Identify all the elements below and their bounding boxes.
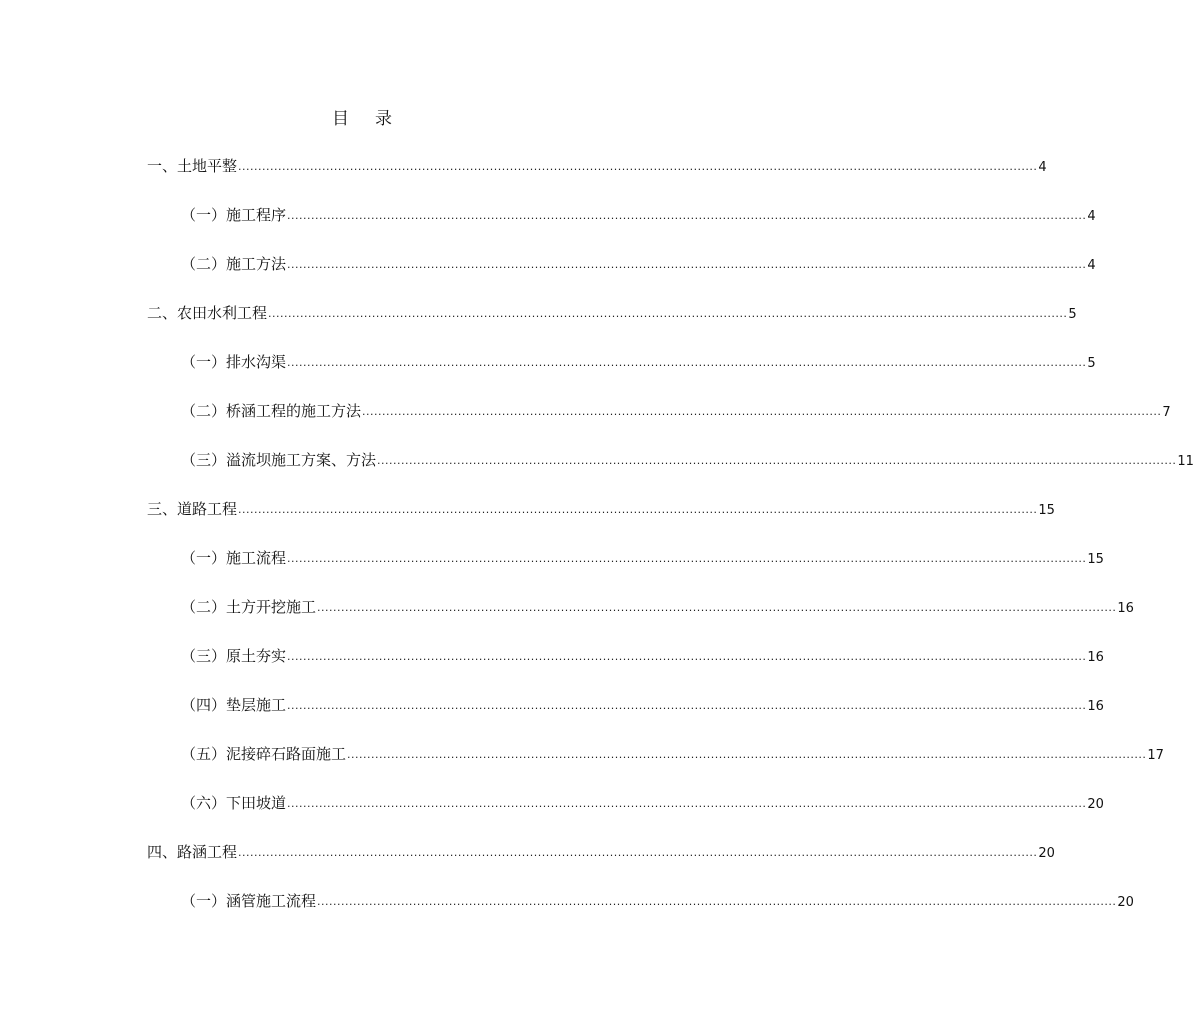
toc-leader-dots: ........................................................................................................................................................................................................ [362, 405, 1162, 418]
toc-entry [181, 548, 1104, 568]
toc-leader-dots: ........................................................................................................................................................................................................ [347, 748, 1147, 761]
toc-entry-page: 17 [1147, 748, 1164, 763]
toc-title-char-2: 录 [375, 109, 392, 129]
toc-leader-dots: ........................................................................................................................................................................................................ [268, 307, 1068, 320]
toc-entry-label: 三、道路工程 [147, 500, 238, 518]
toc-entry-page: 15 [1038, 503, 1055, 518]
toc-leader-dots: ........................................................................................................................................................................................................ [238, 503, 1038, 516]
toc-entry-label: 二、农田水利工程 [147, 304, 268, 322]
toc-entry [181, 744, 1164, 764]
toc-entry-label: （一）施工程序 [181, 206, 287, 224]
toc-entry [147, 156, 1047, 176]
toc-leader-dots: ........................................................................................................................................................................................................ [377, 454, 1177, 467]
toc-title-char-1: 目 [332, 109, 349, 129]
toc-entry-page: 5 [1087, 356, 1096, 371]
toc-entry-label: 四、路涵工程 [147, 843, 238, 861]
toc-entry-page: 16 [1087, 650, 1104, 665]
toc-leader-dots: ........................................................................................................................................................................................................ [238, 160, 1038, 173]
toc-entry [181, 793, 1104, 813]
toc-entry-page: 5 [1068, 307, 1077, 322]
toc-entry-label: （一）涵管施工流程 [181, 892, 317, 910]
toc-entry-page: 7 [1162, 405, 1171, 420]
toc-entry-label: （二）桥涵工程的施工方法 [181, 402, 362, 420]
toc-entry-label: （五）泥接碎石路面施工 [181, 745, 347, 763]
toc-entry-label: （四）垫层施工 [181, 696, 287, 714]
toc-title [0, 104, 724, 129]
toc-entry-page: 4 [1087, 258, 1096, 273]
toc-entry [181, 597, 1134, 617]
toc-entry [181, 695, 1104, 715]
toc-entry-page: 4 [1087, 209, 1096, 224]
toc-leader-dots: ........................................................................................................................................................................................................ [287, 699, 1087, 712]
toc-entry [181, 401, 1171, 421]
toc-entry [181, 891, 1134, 911]
toc-leader-dots: ........................................................................................................................................................................................................ [287, 356, 1087, 369]
toc-entry-label: （二）施工方法 [181, 255, 287, 273]
toc-leader-dots: ........................................................................................................................................................................................................ [238, 846, 1038, 859]
toc-entry-label: 一、土地平整 [147, 157, 238, 175]
toc-entry [181, 205, 1096, 225]
toc-entry-page: 11 [1177, 454, 1194, 469]
toc-entry [181, 254, 1096, 274]
toc-entry-page: 20 [1038, 846, 1055, 861]
toc-entry-label: （六）下田坡道 [181, 794, 287, 812]
toc-entry-page: 16 [1117, 601, 1134, 616]
toc-entry-label: （一）施工流程 [181, 549, 287, 567]
toc-leader-dots: ........................................................................................................................................................................................................ [287, 797, 1087, 810]
toc-entry [147, 842, 1055, 862]
toc-entry-page: 16 [1087, 699, 1104, 714]
toc-entry-page: 20 [1117, 895, 1134, 910]
toc-leader-dots: ........................................................................................................................................................................................................ [317, 601, 1117, 614]
toc-leader-dots: ........................................................................................................................................................................................................ [317, 895, 1117, 908]
toc-leader-dots: ........................................................................................................................................................................................................ [287, 650, 1087, 663]
toc-entry [181, 352, 1096, 372]
toc-entry-label: （三）原土夯实 [181, 647, 287, 665]
toc-leader-dots: ........................................................................................................................................................................................................ [287, 209, 1087, 222]
toc-entry [147, 499, 1055, 519]
toc-leader-dots: ........................................................................................................................................................................................................ [287, 552, 1087, 565]
toc-entry-label: （一）排水沟渠 [181, 353, 287, 371]
toc-leader-dots: ........................................................................................................................................................................................................ [287, 258, 1087, 271]
toc-entry-page: 20 [1087, 797, 1104, 812]
toc-entry [147, 303, 1077, 323]
toc-entry-page: 4 [1038, 160, 1047, 175]
toc-entry-label: （二）土方开挖施工 [181, 598, 317, 616]
toc-entry [181, 450, 1194, 470]
toc-entry-page: 15 [1087, 552, 1104, 567]
toc-entry-label: （三）溢流坝施工方案、方法 [181, 451, 377, 469]
toc-entry [181, 646, 1104, 666]
